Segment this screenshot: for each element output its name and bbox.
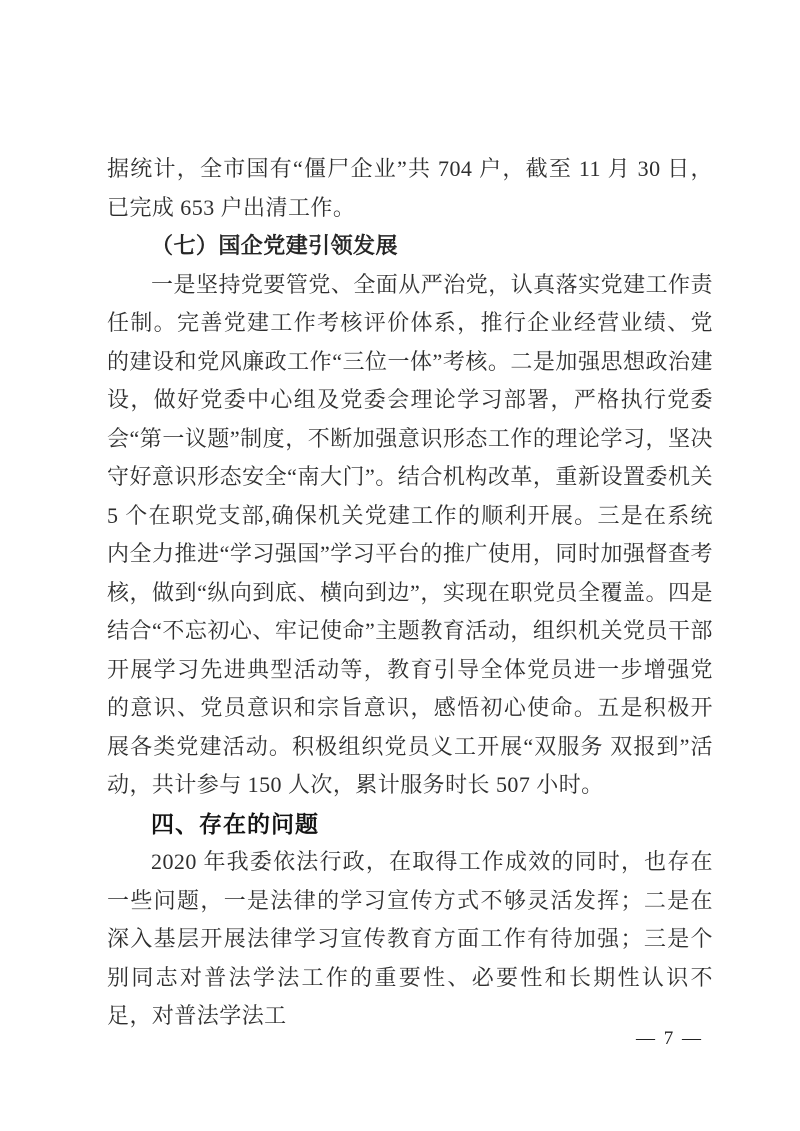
section-heading-existing-problems: 四、存在的问题 — [151, 810, 319, 837]
paragraph-existing-problems: 2020 年我委依法行政，在取得工作成效的同时，也存在一些问题，一是法律的学习宣传方式不够灵活发挥；二是在深入基层开展法律学习宣传教育方面工作有待加强；三是个别同志对普法学法工作的重要性、必要性和长期性认识不足，对普法学法工 — [107, 849, 713, 1028]
subheading-soe-party-building: （七）国企党建引领发展 — [151, 233, 398, 258]
paragraph-zombie-enterprises-continuation: 据统计，全市国有“僵尸企业”共 704 户，截至 11 月 30 日，已完成 653 户出清工作。 — [107, 156, 713, 220]
page-number: — 7 — — [636, 1028, 703, 1049]
document-text-block — [107, 150, 713, 1036]
paragraph-party-building-measures: 一是坚持党要管党、全面从严治党，认真落实党建工作责任制。完善党建工作考核评价体系，推行企业经营业绩、党的建设和党风廉政工作“三位一体”考核。二是加强思想政治建设，做好党委中心组及党委会理论学习部署，严格执行党委会“第一议题”制度，不断加强意识形态工作的理论学习，坚决守好意识形态安全“南大门”。结合机构改革，重新设置委机关 5 个在职党支部,确保机关党建工作的顺利开展。三是在系统内全力推进“学习强国”学习平台的推广使用，同时加强督查考核，做到“纵向到底、横向到边”，实现在职党员全覆盖。四是结合“不忘初心、牢记使命”主题教育活动，组织机关党员干部开展学习先进典型活动等，教育引导全体党员进一步增强党的意识、党员意识和宗旨意识，感悟初心使命。五是积极开展各类党建活动。积极组织党员义工开展“双服务 双报到”活动，共计参与 150 人次，累计服务时长 507 小时。 — [107, 271, 713, 797]
